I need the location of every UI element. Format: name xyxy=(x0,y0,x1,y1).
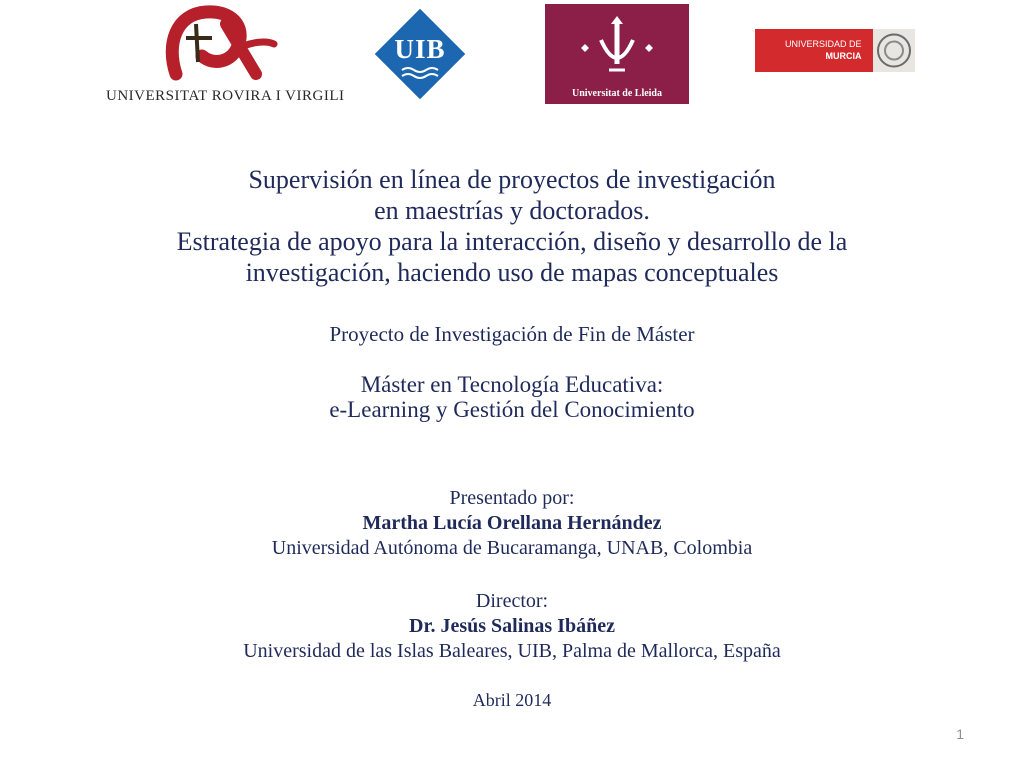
lleida-logo xyxy=(545,4,689,104)
murcia-logo xyxy=(755,29,915,72)
director-section: Director: Dr. Jesús Salinas Ibáñez Universidad de las Islas Baleares, UIB, Palma de Mallorca, España xyxy=(0,589,1024,664)
uib-logo xyxy=(372,6,468,102)
logo-bar xyxy=(0,0,1024,110)
project-subtitle: Proyecto de Investigación de Fin de Máster xyxy=(329,322,695,346)
urv-name: UNIVERSITAT ROVIRA I VIRGILI xyxy=(106,88,345,104)
waves-icon xyxy=(400,66,440,80)
urv-logo xyxy=(106,4,345,108)
murcia-name: UNIVERSIDAD DE MURCIA xyxy=(785,39,862,61)
slide-title: Supervisión en línea de proyectos de investigación en maestrías y doctorados. Estrategia de apoyo para la interacción, diseño y desarrollo de la investigación, haciendo uso de mapas conceptuales xyxy=(176,165,848,287)
page-number: 1 xyxy=(956,726,964,742)
director-name: Dr. Jesús Salinas Ibáñez xyxy=(409,615,615,637)
presented-by-section: Presentado por: Martha Lucía Orellana Hernández Universidad Autónoma de Bucaramanga, UNAB, Colombia xyxy=(0,486,1024,561)
urv-emblem-icon xyxy=(106,4,306,88)
murcia-seal-icon xyxy=(873,29,915,72)
uib-name: UIB xyxy=(394,34,446,64)
director-institution: Universidad de las Islas Baleares, UIB, Palma de Mallorca, España xyxy=(243,640,781,662)
lleida-emblem-icon xyxy=(545,4,689,84)
master-program: Máster en Tecnología Educativa: e-Learning y Gestión del Conocimiento xyxy=(329,372,695,422)
lleida-name: Universitat de Lleida xyxy=(572,88,662,99)
author-institution: Universidad Autónoma de Bucaramanga, UNAB, Colombia xyxy=(271,537,753,559)
author-name: Martha Lucía Orellana Hernández xyxy=(362,512,662,534)
presentation-date: Abril 2014 xyxy=(472,690,552,710)
